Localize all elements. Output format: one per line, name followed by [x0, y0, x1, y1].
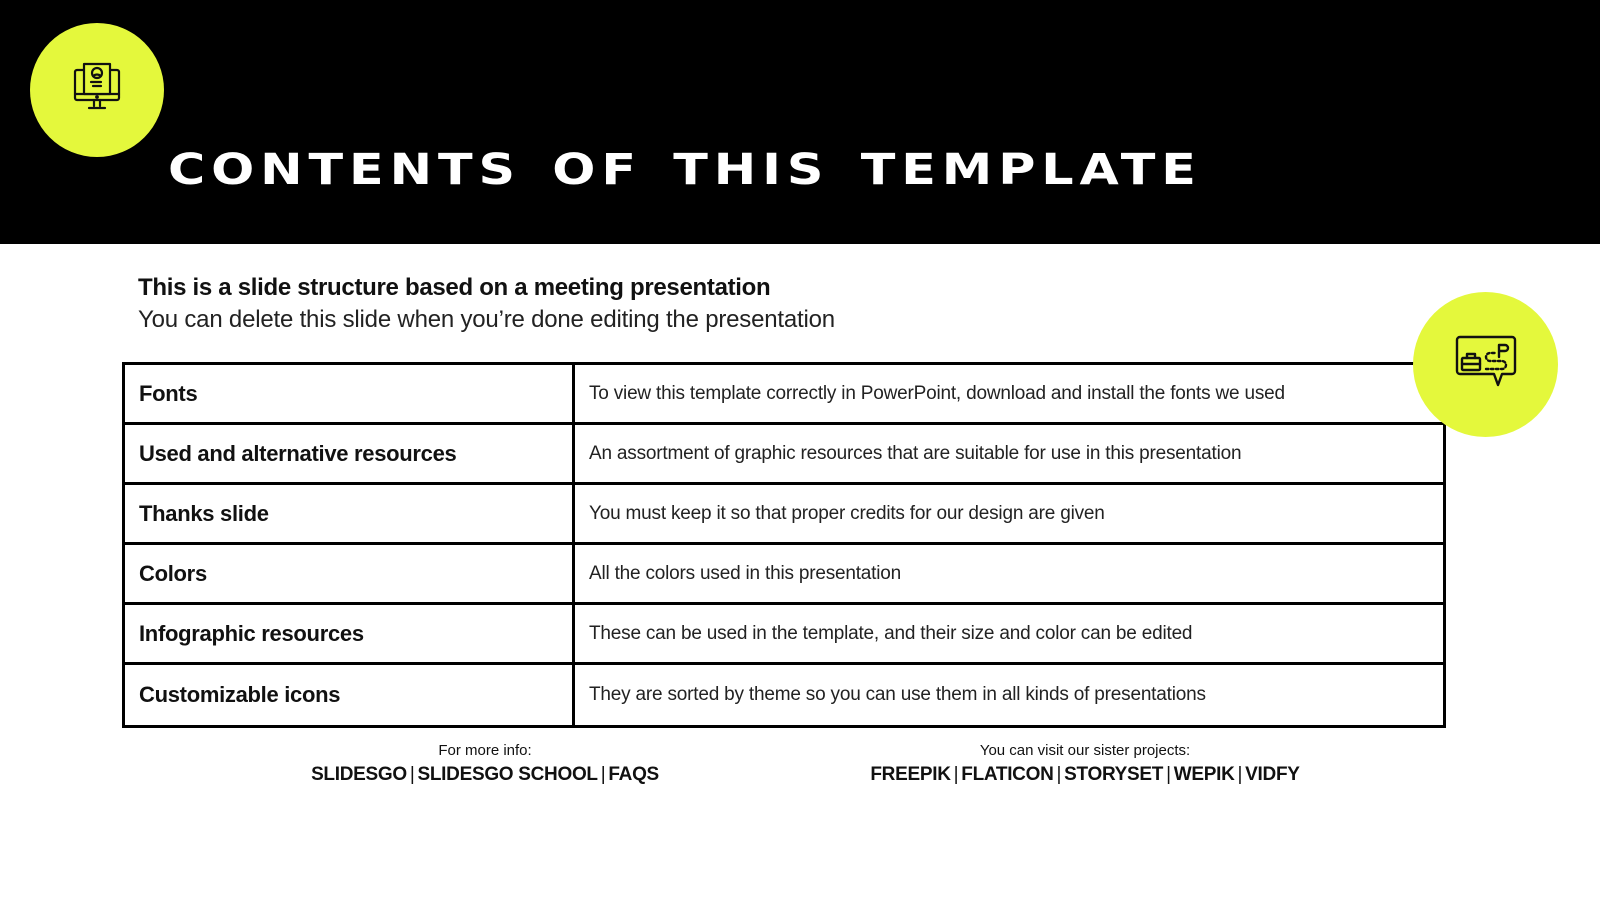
link-flaticon[interactable]: FLATICON [961, 764, 1054, 785]
table-row [125, 365, 1443, 425]
link-freepik[interactable]: FREEPIK [870, 764, 951, 785]
row-key: Colors [125, 545, 575, 602]
row-key: Thanks slide [125, 485, 575, 542]
separator: | [1056, 764, 1062, 785]
badge-top [30, 23, 164, 157]
row-key: Fonts [125, 365, 575, 422]
intro-heading: This is a slide structure based on a meeting presentation [138, 274, 771, 301]
row-value: An assortment of graphic resources that are suitable for use in this presentation [589, 442, 1242, 464]
separator: | [1166, 764, 1171, 785]
link-wepik[interactable]: WEPIK [1173, 764, 1235, 785]
link-slidesgo-school[interactable]: SLIDESGO SCHOOL [417, 764, 598, 785]
table-row [125, 425, 1443, 485]
row-key: Infographic resources [125, 605, 575, 662]
footer-sister-projects-links [835, 761, 1335, 789]
page-title: contents of this template [168, 126, 1202, 199]
footer-more-info [285, 741, 685, 789]
separator: | [409, 764, 415, 785]
row-key: Used and alternative resources [125, 425, 575, 482]
row-value: To view this template correctly in PowerPoint, download and install the fonts we used [589, 382, 1285, 404]
link-faqs[interactable]: FAQS [608, 764, 659, 785]
row-value: They are sorted by theme so you can use them in all kinds of presentations [589, 684, 1206, 705]
table-row [125, 485, 1443, 545]
footer-more-info-links [285, 761, 685, 789]
separator: | [600, 764, 606, 785]
intro-subheading: You can delete this slide when you’re done editing the presentation [138, 306, 835, 333]
link-slidesgo[interactable]: SLIDESGO [311, 764, 407, 785]
footer-sister-projects-label: You can visit our sister projects: [979, 742, 1191, 759]
footer-more-info-label: For more info: [438, 742, 532, 759]
separator: | [1237, 764, 1243, 785]
contents-table [122, 362, 1446, 728]
row-value: You must keep it so that proper credits for our design are given [589, 502, 1105, 524]
row-value: All the colors used in this presentation [589, 562, 902, 584]
row-key: Customizable icons [125, 665, 575, 725]
badge-right [1413, 292, 1558, 437]
row-value: These can be used in the template, and their size and color can be edited [589, 622, 1193, 644]
link-vidfy[interactable]: VIDFY [1245, 764, 1300, 785]
table-row [125, 605, 1443, 665]
link-storyset[interactable]: STORYSET [1064, 764, 1164, 785]
table-row [125, 665, 1443, 725]
chat-briefcase-route-icon [1454, 333, 1518, 396]
separator: | [953, 764, 959, 785]
monitor-profile-icon [72, 62, 122, 119]
table-row [125, 545, 1443, 605]
footer-sister-projects [835, 741, 1335, 789]
